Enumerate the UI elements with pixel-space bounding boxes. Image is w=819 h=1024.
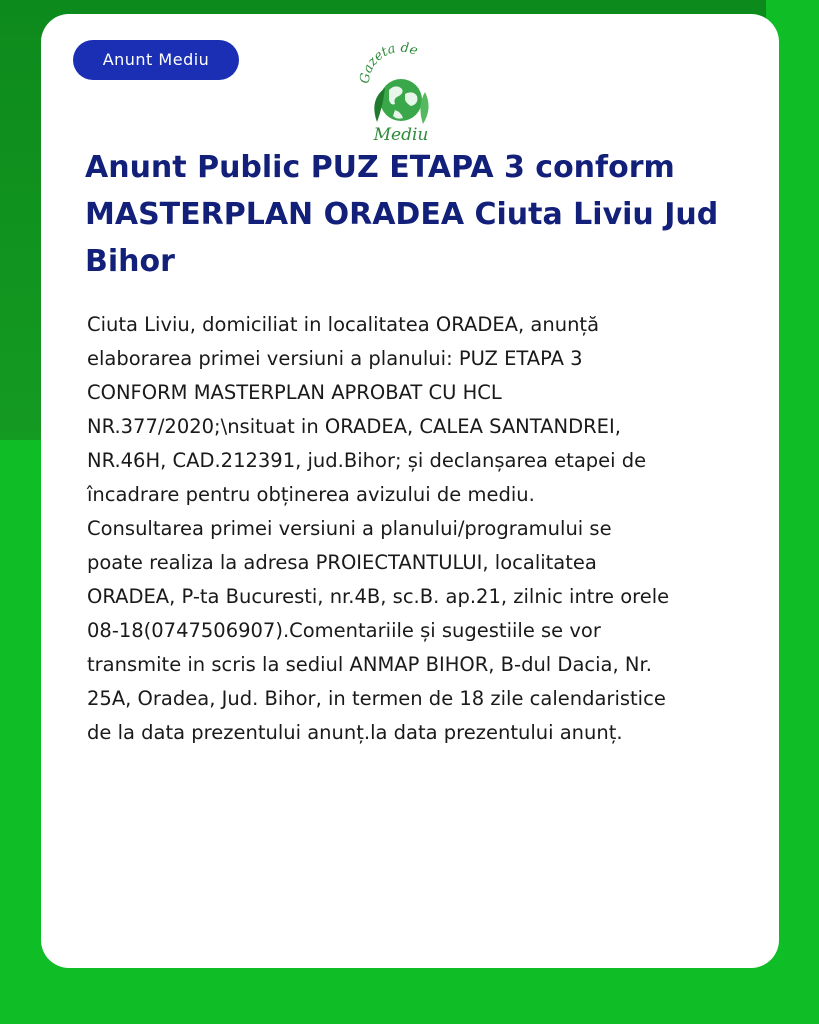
logo-text-top: Gazeta de bbox=[357, 40, 420, 85]
announcement-body bbox=[87, 308, 767, 750]
logo-text-bottom: Mediu bbox=[373, 125, 429, 145]
announcement-card bbox=[41, 14, 779, 968]
body-line: NR.46H, CAD.212391, jud.Bihor; și declanșarea etapei de bbox=[87, 449, 647, 472]
body-line: poate realiza la adresa PROIECTANTULUI, localitatea bbox=[87, 551, 597, 574]
page-title: Anunt Public PUZ ETAPA 3 conform MASTERPLAN ORADEA Ciuta Liviu Jud Bihor bbox=[85, 150, 719, 279]
logo bbox=[355, 38, 447, 148]
body-line: transmite in scris la sediul ANMAP BIHOR, B-dul Dacia, Nr. bbox=[87, 653, 652, 676]
category-badge[interactable]: Anunt Mediu bbox=[73, 40, 239, 80]
svg-text:Gazeta de bbox=[357, 41, 419, 85]
body-line: elaborarea primei versiuni a planului: PUZ ETAPA 3 bbox=[87, 347, 583, 370]
body-line: 08-18(0747506907).Comentariile și sugestiile se vor bbox=[87, 619, 601, 642]
body-line: ORADEA, P-ta Bucuresti, nr.4B, sc.B. ap.21, zilnic intre orele bbox=[87, 585, 670, 608]
body-line: Consultarea primei versiuni a planului/programului se bbox=[87, 517, 612, 540]
body-line: Ciuta Liviu, domiciliat in localitatea ORADEA, anunță bbox=[87, 313, 600, 336]
body-line: de la data prezentului anunț.la data prezentului anunț. bbox=[87, 721, 623, 744]
body-line: 25A, Oradea, Jud. Bihor, in termen de 18 zile calendaristice bbox=[87, 687, 666, 710]
body-line: NR.377/2020;\nsituat in ORADEA, CALEA SANTANDREI, bbox=[87, 415, 621, 438]
body-line: CONFORM MASTERPLAN APROBAT CU HCL bbox=[87, 381, 502, 404]
body-line: încadrare pentru obținerea avizului de mediu. bbox=[87, 483, 535, 506]
